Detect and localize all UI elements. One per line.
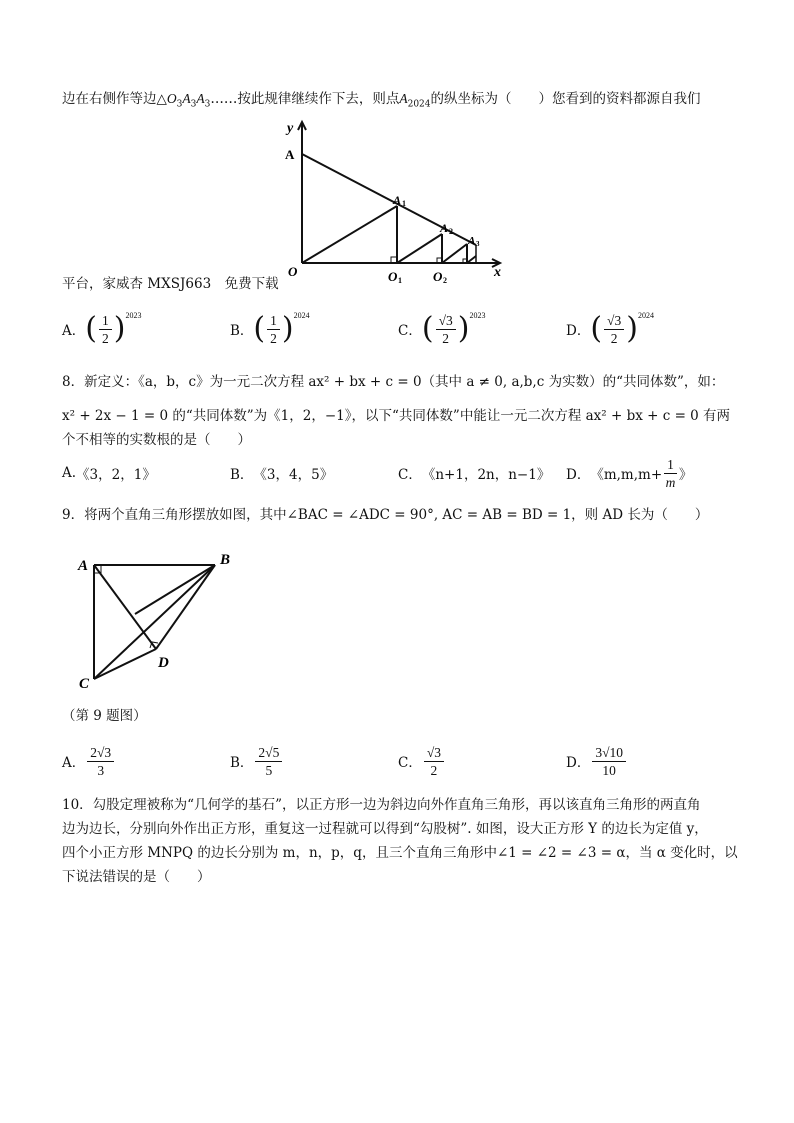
q9-point-B: B [220, 552, 231, 568]
q9-point-A: A [78, 558, 89, 574]
q9-option-c[interactable]: C． $\frac{√3}{2}$ [398, 741, 446, 781]
point-O1-sub: 1 [398, 276, 402, 285]
point-A2-label: A [440, 221, 449, 235]
q9-options [62, 741, 742, 781]
q8-option-b[interactable]: B． 《3，4，5》 [230, 467, 334, 483]
q8-line2: x² + 2x − 1 = 0 的“共同体数”为《1，2，−1》，以下“共同体数”中能让一元二次方程 ax² + bx + c = 0 有两 [62, 408, 731, 424]
q10-line2: 边为边长，分别向外作出正方形，重复这一过程就可以得到“勾股树”. 如图，设大正方形 Y 的边长为定值 y， [62, 821, 708, 837]
point-O2-label: O [433, 269, 443, 284]
q8-options [62, 453, 742, 493]
q7-options [62, 309, 742, 349]
q10-line4: 下说法错误的是（ ） [62, 869, 211, 885]
axis-x-label: x [494, 265, 501, 280]
q7-option-b[interactable]: B． ( $\frac{1}{2}$ ) 2024 [230, 310, 310, 346]
q9-figure [72, 544, 242, 694]
q8-option-a[interactable]: A. 《3，2，1》 [62, 465, 156, 483]
point-A3-label: A [468, 235, 476, 247]
point-O-label: O [288, 264, 298, 279]
q9-point-C: C [79, 676, 90, 692]
axis-y-label: y [287, 121, 294, 136]
point-A-label: A [285, 147, 295, 162]
point-A1-sub: 1 [402, 199, 406, 208]
q8-option-c[interactable]: C． 《n+1，2n，n−1》 [398, 467, 551, 483]
q7-option-a[interactable]: A． ( $\frac{1}{2}$ ) 2023 [62, 310, 142, 346]
q7-option-c[interactable]: C． ( $\frac{√3}{2}$ ) 2023 [398, 310, 486, 346]
q7-intro-line: 边在右侧作等边$\triangle O_3A_3A_3\dots\dots$按此规律继续作下去，则点$A_{2024}$的纵坐标为（ ）您看到的资料都源自我们 [62, 91, 701, 110]
point-A2-sub: 2 [449, 227, 453, 236]
q10-line3: 四个小正方形 MNPQ 的边长分别为 m，n，p，q，且三个直角三角形中∠1 = ∠2 = ∠3 = α，当 α 变化时，以 [62, 845, 738, 861]
point-A3-sub: 3 [476, 240, 480, 248]
q9-option-b[interactable]: B． $\frac{2√5}{5}$ [230, 741, 284, 781]
q10-line1: 10．勾股定理被称为“几何学的基石”，以正方形一边为斜边向外作直角三角形，再以该直角三角形的两直角 [62, 797, 701, 813]
q7-figure [280, 116, 510, 286]
point-O1-label: O [388, 269, 398, 284]
q8-line1: 8．新定义：《a，b，c》为一元二次方程 ax² + bx + c = 0（其中 a ≠ 0, a,b,c 为实数）的“共同体数”，如： [62, 374, 725, 390]
q7-caption: 平台，家威杏 MXSJ663 免费下载 [62, 276, 279, 292]
q9-caption: （第 9 题图） [62, 708, 147, 724]
q9-line1: 9．将两个直角三角形摆放如图，其中∠BAC = ∠ADC = 90°, AC = AB = BD = 1，则 AD 长为（ ） [62, 507, 709, 523]
q7-option-d[interactable]: D． ( $\frac{√3}{2}$ ) 2024 [566, 310, 654, 346]
q8-option-d[interactable]: D． 《m,m,m+ $\frac{1}{m}$ 》 [566, 456, 693, 490]
q9-option-d[interactable]: D． $\frac{3√10}{10}$ [566, 741, 628, 781]
q8-line3: 个不相等的实数根的是（ ） [62, 432, 251, 448]
q9-point-D: D [158, 655, 169, 671]
q9-option-a[interactable]: A． $\frac{2√3}{3}$ [62, 741, 116, 781]
point-A1-label: A [393, 193, 402, 207]
point-O2-sub: 2 [443, 276, 447, 285]
